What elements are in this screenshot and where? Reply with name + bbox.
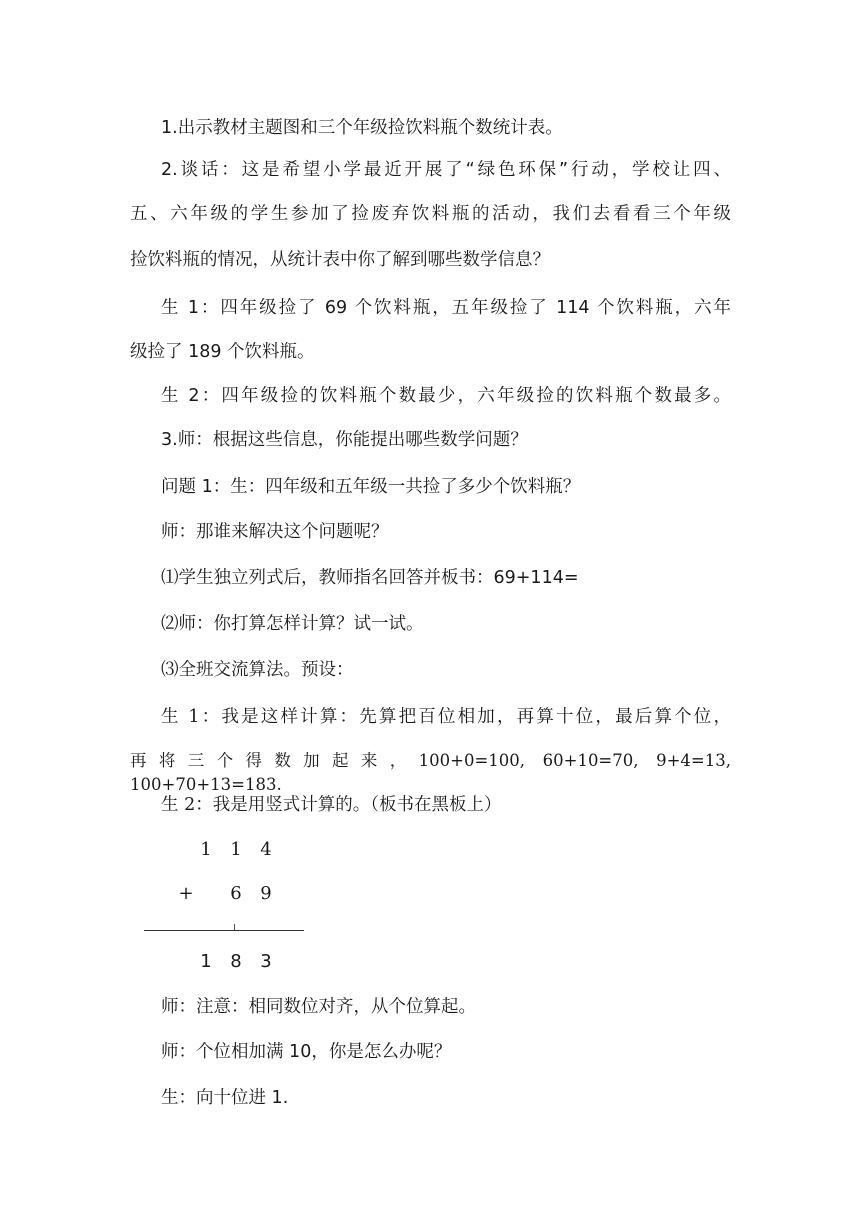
method-2: 生 2：我是用竖式计算的。（板书在黑板上） [161, 795, 502, 815]
calc-row1-tens: 1 [230, 839, 242, 860]
teacher-line-1: 师：那谁来解决这个问题呢？ [161, 522, 389, 542]
paragraph-2-line-1: 2.谈话：这是希望小学最近开展了“绿色环保”行动，学校让四、 [161, 160, 731, 180]
paragraph-1: 1.出示教材主题图和三个年级捡饮料瓶个数统计表。 [161, 118, 563, 138]
calc-result-hundreds: 1 [200, 951, 212, 972]
step-3: ⑶全班交流算法。预设： [161, 660, 354, 680]
step-2: ⑵师：你打算怎样计算？试一试。 [161, 614, 424, 634]
calc-result-tens: 8 [230, 951, 242, 972]
question-1: 问题 1：生：四年级和五年级一共捡了多少个饮料瓶？ [161, 477, 581, 497]
calc-row2-ones: 9 [260, 883, 272, 904]
paragraph-2-line-2: 五、六年级的学生参加了捡废弃饮料瓶的活动，我们去看看三个年级 [130, 204, 731, 224]
calc-row1-ones: 4 [260, 839, 272, 860]
student-line-final: 生：向十位进 1. [161, 1088, 289, 1108]
answer-2: 生 2：四年级捡的饮料瓶个数最少，六年级捡的饮料瓶个数最多。 [161, 386, 731, 406]
answer-1-line-2: 级捡了 189 个饮料瓶。 [130, 342, 315, 362]
method-1-line-2: 再将三个得数加起来，100+0=100, 60+10=70, 9+4=13, 100+70+13=183. [130, 751, 731, 794]
calc-row2-tens: 6 [230, 883, 242, 904]
calc-plus-sign: + [178, 883, 194, 904]
step-1: ⑴学生独立列式后，教师指名回答并板书：69+114= [161, 568, 579, 588]
calc-result-ones: 3 [260, 951, 272, 972]
calc-row1-hundreds: 1 [200, 839, 212, 860]
answer-1-line-1: 生 1：四年级捡了 69 个饮料瓶，五年级捡了 114 个饮料瓶，六年 [161, 298, 731, 318]
teacher-line-2: 师：注意：相同数位对齐，从个位算起。 [161, 997, 476, 1017]
method-1-line-1: 生 1：我是这样计算：先算把百位相加，再算十位，最后算个位， [161, 707, 731, 727]
paragraph-2-line-3: 捡饮料瓶的情况，从统计表中你了解到哪些数学信息？ [130, 250, 550, 270]
calc-underline [144, 930, 304, 931]
teacher-line-3: 师：个位相加满 10，你是怎么办呢？ [161, 1042, 452, 1062]
paragraph-3: 3.师：根据这些信息，你能提出哪些数学问题？ [161, 430, 528, 450]
